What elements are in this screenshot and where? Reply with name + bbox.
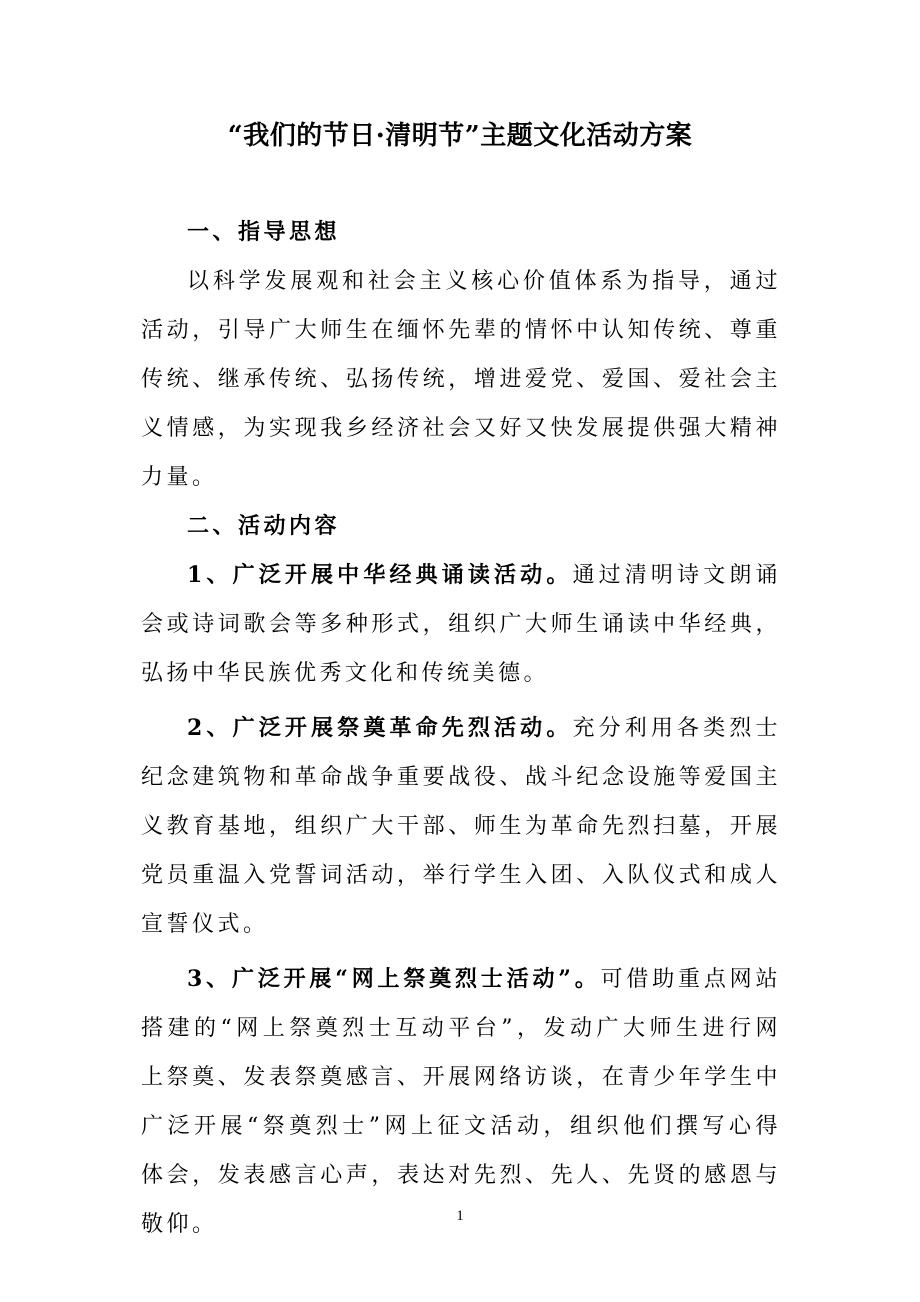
activity-item-lead: 3、广泛开展“网上祭奠烈士活动”。 — [187, 966, 601, 992]
document-title: “我们的节日·清明节”主题文化活动方案 — [227, 121, 693, 151]
guiding-ideology-paragraph: 以科学发展观和社会主义核心价值体系为指导，通过活动，引导广大师生在缅怀先辈的情怀中认知传统、尊重传统、继承传统、弘扬传统，增进爱党、爱国、爱社会主义情感，为实现我乡经济社会又好又快发展提供强大精神力量。 — [141, 269, 781, 490]
activity-item-lead: 2、广泛开展祭奠革命先烈活动。 — [187, 715, 573, 741]
activity-item-text: 充分利用各类烈士纪念建筑物和革命战争重要战役、战斗纪念设施等爱国主义教育基地，组织广大干部、师生为革命先烈扫墓，开展党员重温入党誓词活动，举行学生入团、入队仪式和成人宣誓仪式。 — [141, 716, 781, 937]
activity-item-online-memorial — [141, 955, 781, 1249]
activity-item-lead: 1、广泛开展中华经典诵读活动。 — [187, 562, 573, 588]
document-body — [141, 208, 781, 1249]
section-heading-activity-content: 二、活动内容 — [187, 513, 341, 539]
page-number: 1 — [456, 1208, 464, 1224]
activity-item-classic-reading — [141, 551, 781, 698]
section-heading-guiding-ideology: 一、指导思想 — [187, 219, 341, 245]
activity-item-text: 通过清明诗文朗诵会或诗词歌会等多种形式，组织广大师生诵读中华经典，弘扬中华民族优秀文化和传统美德。 — [141, 563, 781, 686]
activity-item-text: 可借助重点网站搭建的“网上祭奠烈士互动平台”，发动广大师生进行网上祭奠、发表祭奠感言、开展网络访谈，在青少年学生中广泛开展“祭奠烈士”网上征文活动，组织他们撰写心得体会，发表感言心声，表达对先烈、先人、先贤的感恩与敬仰。 — [141, 967, 781, 1237]
activity-item-martyr-memorial — [141, 704, 781, 949]
